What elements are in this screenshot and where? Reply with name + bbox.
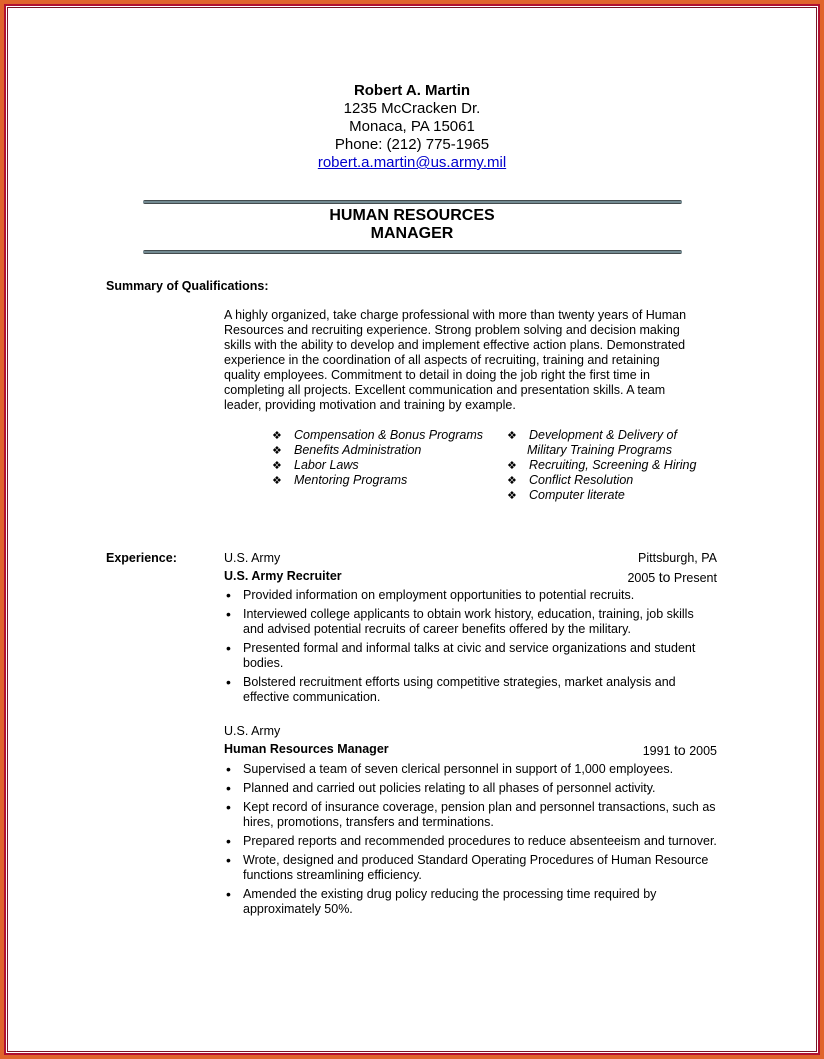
skill-item: ❖ Recruiting, Screening & Hiring — [507, 458, 697, 472]
experience-label: Experience: — [106, 551, 177, 565]
duty-item: • Prepared reports and recommended procedures to reduce absenteeism and turnover. — [224, 834, 717, 849]
contact-address-line1: 1235 McCracken Dr. — [343, 100, 481, 117]
summary-line: A highly organized, take charge professional with more than twenty years of Human — [224, 308, 687, 322]
duty-item: • Supervised a team of seven clerical personnel in support of 1,000 employees. — [224, 762, 717, 777]
job-role-row — [224, 569, 717, 585]
contact-name: Robert A. Martin — [353, 82, 471, 99]
job-duties — [224, 762, 717, 921]
skill-item: ❖ Mentoring Programs — [272, 473, 408, 487]
job-duties — [224, 588, 717, 709]
summary-line: leader, providing motivation and training by example. — [224, 398, 516, 412]
job-title-line2: MANAGER — [370, 225, 454, 242]
title-rule-top — [143, 200, 682, 204]
summary-line: completing all projects. Excellent communication and presentation skills. A team — [224, 383, 666, 397]
skill-item: ❖ Computer literate — [507, 488, 625, 502]
job-dates: 1991 to 2005 — [642, 742, 717, 758]
diamond-bullet-icon: ❖ — [507, 490, 517, 502]
job-organization: U.S. Army — [224, 724, 281, 738]
job-header-row — [224, 724, 717, 740]
diamond-bullet-icon: ❖ — [272, 460, 282, 472]
job-role-row — [224, 742, 717, 758]
diamond-bullet-icon: ❖ — [272, 475, 282, 487]
duty-item: • Interviewed college applicants to obtain work history, education, training, job skills and advised potential recruits of career benefits offered by the military. — [224, 607, 717, 637]
duty-item: • Bolstered recruitment efforts using competitive strategies, market analysis and effective communication. — [224, 675, 717, 705]
job-header-row — [224, 551, 717, 567]
job-location: Pittsburgh, PA — [638, 551, 717, 565]
summary-label: Summary of Qualifications: — [106, 279, 269, 293]
job-organization: U.S. Army — [224, 551, 281, 565]
skill-item-continued: Military Training Programs — [527, 443, 672, 457]
summary-line: quality employees. Commitment to detail in doing the job right the first time in — [224, 368, 650, 382]
diamond-bullet-icon: ❖ — [507, 460, 517, 472]
job-role: U.S. Army Recruiter — [224, 569, 342, 583]
diamond-bullet-icon: ❖ — [507, 430, 517, 442]
job-dates: 2005 to Present — [627, 569, 717, 585]
duty-item: • Presented formal and informal talks at civic and service organizations and student bodies. — [224, 641, 717, 671]
skill-item: ❖ Conflict Resolution — [507, 473, 634, 487]
diamond-bullet-icon: ❖ — [272, 445, 282, 457]
skill-item: ❖ Compensation & Bonus Programs — [272, 428, 483, 442]
duty-item: • Kept record of insurance coverage, pension plan and personnel transactions, such as hires, promotions, transfers and terminations. — [224, 800, 717, 830]
duty-item: • Planned and carried out policies relating to all phases of personnel activity. — [224, 781, 717, 796]
job-title-line1: HUMAN RESOURCES — [329, 207, 495, 224]
duty-item: • Provided information on employment opportunities to potential recruits. — [224, 588, 717, 603]
summary-line: skills with the ability to develop and implement effective action plans. Demonstrated — [224, 338, 686, 352]
contact-email-link[interactable]: robert.a.martin@us.army.mil — [317, 154, 507, 171]
skill-item: ❖ Benefits Administration — [272, 443, 422, 457]
contact-address-line2: Monaca, PA 15061 — [349, 118, 475, 135]
title-rule-bottom — [143, 250, 682, 254]
job-role: Human Resources Manager — [224, 742, 389, 756]
duty-item: • Wrote, designed and produced Standard Operating Procedures of Human Resource functions streamlining efficiency. — [224, 853, 717, 883]
summary-line: experience in the coordination of all aspects of recruiting, training and retaining — [224, 353, 660, 367]
summary-line: Resources and recruiting experience. Strong problem solving and decision making — [224, 323, 680, 337]
skill-item: ❖ Development & Delivery of — [507, 428, 677, 442]
diamond-bullet-icon: ❖ — [272, 430, 282, 442]
diamond-bullet-icon: ❖ — [507, 475, 517, 487]
summary-paragraph — [224, 308, 714, 413]
contact-phone: Phone: (212) 775-1965 — [334, 136, 490, 153]
duty-item: • Amended the existing drug policy reducing the processing time required by approximately 50%. — [224, 887, 717, 917]
skill-item: ❖ Labor Laws — [272, 458, 359, 472]
